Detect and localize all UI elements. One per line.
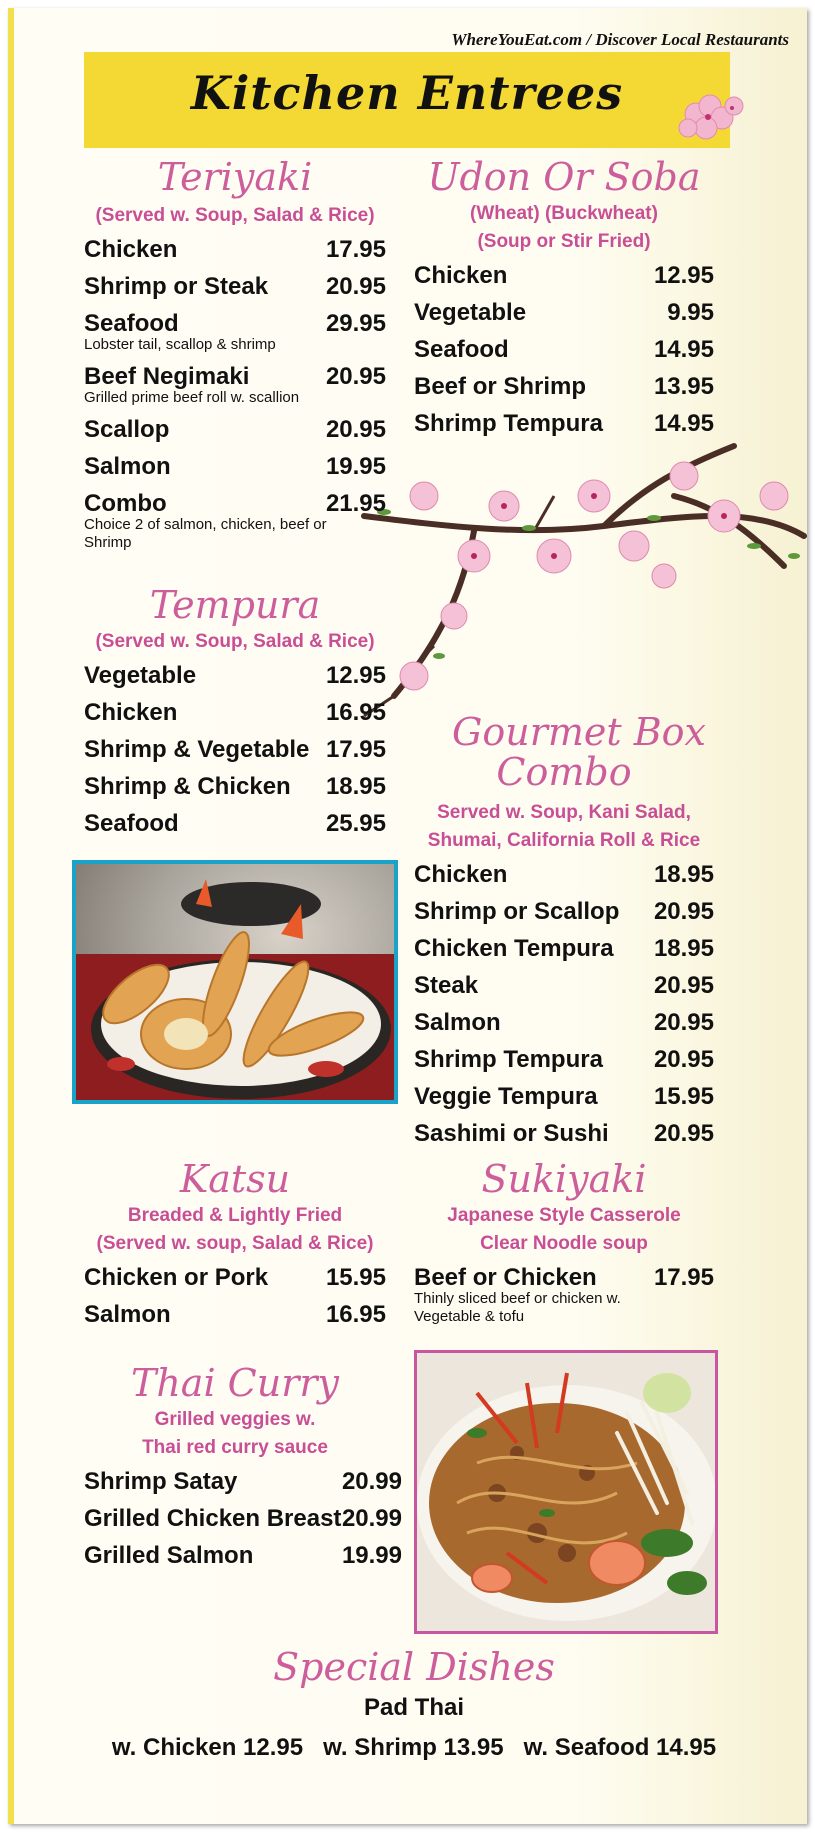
special-dishes-section	[74, 1645, 754, 1762]
teriyaki-title: Teriyaki	[157, 155, 313, 199]
menu-item	[84, 699, 386, 727]
item-name: Salmon	[84, 1300, 171, 1328]
special-dish-options: w. Chicken 12.95 w. Shrimp 13.95 w. Seafood 14.95	[111, 1733, 717, 1761]
katsu-section	[84, 1157, 386, 1338]
item-name: Scallop	[84, 415, 170, 443]
menu-item	[84, 453, 386, 481]
menu-item	[84, 1542, 402, 1570]
menu-item	[414, 336, 714, 364]
sukiyaki-section	[414, 1157, 714, 1335]
item-price: 17.95	[325, 735, 386, 763]
item-name: Seafood	[84, 309, 179, 337]
menu-item	[414, 1264, 714, 1326]
item-name: Veggie Tempura	[414, 1082, 598, 1110]
item-price: 12.95	[653, 261, 714, 289]
katsu-title: Katsu	[179, 1157, 291, 1201]
item-price: 18.95	[653, 934, 714, 962]
menu-item	[414, 898, 714, 926]
pad-thai-image	[417, 1353, 715, 1631]
page-title: Kitchen Entrees	[190, 66, 624, 120]
item-name: Shrimp or Scallop	[414, 897, 620, 925]
menu-item	[414, 262, 714, 290]
item-price: 18.95	[325, 772, 386, 800]
item-price: 20.99	[341, 1467, 402, 1495]
menu-item	[84, 773, 386, 801]
item-price: 15.95	[325, 1263, 386, 1291]
item-name: Vegetable	[84, 661, 197, 689]
cherry-blossom-branch-icon	[354, 436, 807, 736]
menu-page	[8, 8, 807, 1824]
item-name: Shrimp Tempura	[414, 1045, 603, 1073]
item-name: Chicken or Pork	[84, 1263, 269, 1291]
item-price: 19.95	[325, 452, 386, 480]
item-name: Salmon	[414, 1008, 501, 1036]
item-price: 16.95	[325, 1300, 386, 1328]
gourmet-subtitle-1: Served w. Soup, Kani Salad,	[437, 801, 691, 823]
thai-curry-subtitle-2: Thai red curry sauce	[142, 1436, 328, 1458]
thai-curry-items	[84, 1468, 402, 1570]
item-price: 16.95	[325, 698, 386, 726]
item-price: 20.95	[325, 415, 386, 443]
item-name: Vegetable	[414, 298, 527, 326]
item-price: 20.95	[653, 971, 714, 999]
sukiyaki-items	[414, 1264, 714, 1326]
item-price: 21.95	[325, 489, 386, 517]
menu-item	[414, 410, 714, 438]
tempura-section	[84, 583, 386, 847]
menu-item	[84, 310, 386, 354]
item-name: Salmon	[84, 452, 171, 480]
udon-title: Udon Or Soba	[427, 155, 701, 199]
item-name: Combo	[84, 489, 167, 517]
pad-thai-photo	[414, 1350, 718, 1634]
udon-items	[414, 262, 714, 438]
item-price: 12.95	[325, 661, 386, 689]
menu-item	[414, 861, 714, 889]
special-dishes-title: Special Dishes	[273, 1645, 555, 1689]
menu-item	[84, 236, 386, 264]
gourmet-title-2: Combo	[496, 749, 632, 794]
item-description: Grilled prime beef roll w. scallion	[84, 388, 300, 406]
menu-item	[84, 662, 386, 690]
item-price: 13.95	[653, 372, 714, 400]
menu-item	[84, 1264, 386, 1292]
tempura-title: Tempura	[149, 583, 321, 627]
menu-item	[84, 810, 386, 838]
sukiyaki-subtitle-1: Japanese Style Casserole	[447, 1204, 681, 1226]
item-name: Steak	[414, 971, 479, 999]
menu-item	[84, 1505, 402, 1533]
teriyaki-subtitle: (Served w. Soup, Salad & Rice)	[95, 204, 375, 226]
item-name: Chicken	[84, 698, 178, 726]
menu-item	[84, 273, 386, 301]
gourmet-title-1: Gourmet Box	[452, 710, 706, 754]
tempura-image	[76, 864, 394, 1100]
item-price: 14.95	[653, 335, 714, 363]
menu-item	[414, 1083, 714, 1111]
item-description: Choice 2 of salmon, chicken, beef or Shrimp	[84, 515, 327, 551]
item-price: 20.95	[325, 272, 386, 300]
title-banner	[84, 52, 730, 148]
menu-item	[414, 1120, 714, 1148]
item-price: 15.95	[653, 1082, 714, 1110]
katsu-subtitle-1: Breaded & Lightly Fried	[127, 1204, 343, 1226]
thai-curry-section	[84, 1361, 402, 1579]
sukiyaki-title: Sukiyaki	[481, 1157, 647, 1201]
teriyaki-section	[84, 155, 386, 561]
menu-item	[414, 373, 714, 401]
menu-item	[84, 490, 386, 552]
item-name: Beef Negimaki	[84, 362, 250, 390]
menu-item	[84, 736, 386, 764]
tempura-subtitle: (Served w. Soup, Salad & Rice)	[95, 630, 375, 652]
item-name: Shrimp Satay	[84, 1467, 238, 1495]
item-name: Shrimp Tempura	[414, 409, 603, 437]
menu-item	[414, 972, 714, 1000]
item-description: Thinly sliced beef or chicken w. Vegetable & tofu	[414, 1289, 621, 1325]
blossom-icon	[668, 84, 758, 154]
item-name: Beef or Chicken	[414, 1263, 597, 1291]
item-price: 20.95	[653, 1119, 714, 1147]
gourmet-subtitle-2: Shumai, California Roll & Rice	[427, 829, 701, 851]
menu-item	[414, 1009, 714, 1037]
item-name: Seafood	[84, 809, 179, 837]
item-price: 20.95	[653, 897, 714, 925]
item-price: 18.95	[653, 860, 714, 888]
gourmet-items	[414, 861, 714, 1148]
item-name: Grilled Salmon	[84, 1541, 254, 1569]
item-name: Sashimi or Sushi	[414, 1119, 609, 1147]
item-price: 17.95	[325, 235, 386, 263]
item-price: 19.99	[341, 1541, 402, 1569]
watermark: WhereYouEat.com / Discover Local Restaurants	[451, 30, 789, 49]
item-name: Shrimp & Vegetable	[84, 735, 310, 763]
item-name: Seafood	[414, 335, 509, 363]
gourmet-section	[414, 710, 714, 1157]
item-price: 17.95	[653, 1263, 714, 1291]
teriyaki-items	[84, 236, 386, 552]
item-price: 25.95	[325, 809, 386, 837]
item-name: Grilled Chicken Breast	[84, 1504, 342, 1532]
katsu-items	[84, 1264, 386, 1329]
item-name: Beef or Shrimp	[414, 372, 587, 400]
thai-curry-title: Thai Curry	[130, 1361, 340, 1405]
item-price: 20.95	[653, 1008, 714, 1036]
thai-curry-subtitle-1: Grilled veggies w.	[154, 1408, 316, 1430]
item-name: Chicken Tempura	[414, 934, 614, 962]
menu-item	[414, 935, 714, 963]
item-price: 9.95	[667, 298, 714, 326]
udon-subtitle-2: (Soup or Stir Fried)	[477, 230, 651, 252]
item-name: Chicken	[84, 235, 178, 263]
menu-item	[84, 1301, 386, 1329]
special-dish-name: Pad Thai	[363, 1693, 465, 1721]
menu-item	[84, 416, 386, 444]
menu-item	[84, 363, 386, 407]
item-price: 14.95	[653, 409, 714, 437]
item-name: Shrimp & Chicken	[84, 772, 291, 800]
item-price: 20.99	[341, 1504, 402, 1532]
item-price: 20.95	[325, 362, 386, 390]
menu-item	[84, 1468, 402, 1496]
udon-subtitle-1: (Wheat) (Buckwheat)	[470, 202, 658, 224]
tempura-items	[84, 662, 386, 838]
udon-section	[414, 155, 714, 447]
item-name: Chicken	[414, 261, 508, 289]
menu-item	[414, 1046, 714, 1074]
katsu-subtitle-2: (Served w. soup, Salad & Rice)	[96, 1232, 374, 1254]
sukiyaki-subtitle-2: Clear Noodle soup	[480, 1232, 648, 1254]
item-name: Chicken	[414, 860, 508, 888]
item-price: 29.95	[325, 309, 386, 337]
item-name: Shrimp or Steak	[84, 272, 269, 300]
item-price: 20.95	[653, 1045, 714, 1073]
menu-item	[414, 299, 714, 327]
tempura-photo	[72, 860, 398, 1104]
item-description: Lobster tail, scallop & shrimp	[84, 335, 276, 353]
